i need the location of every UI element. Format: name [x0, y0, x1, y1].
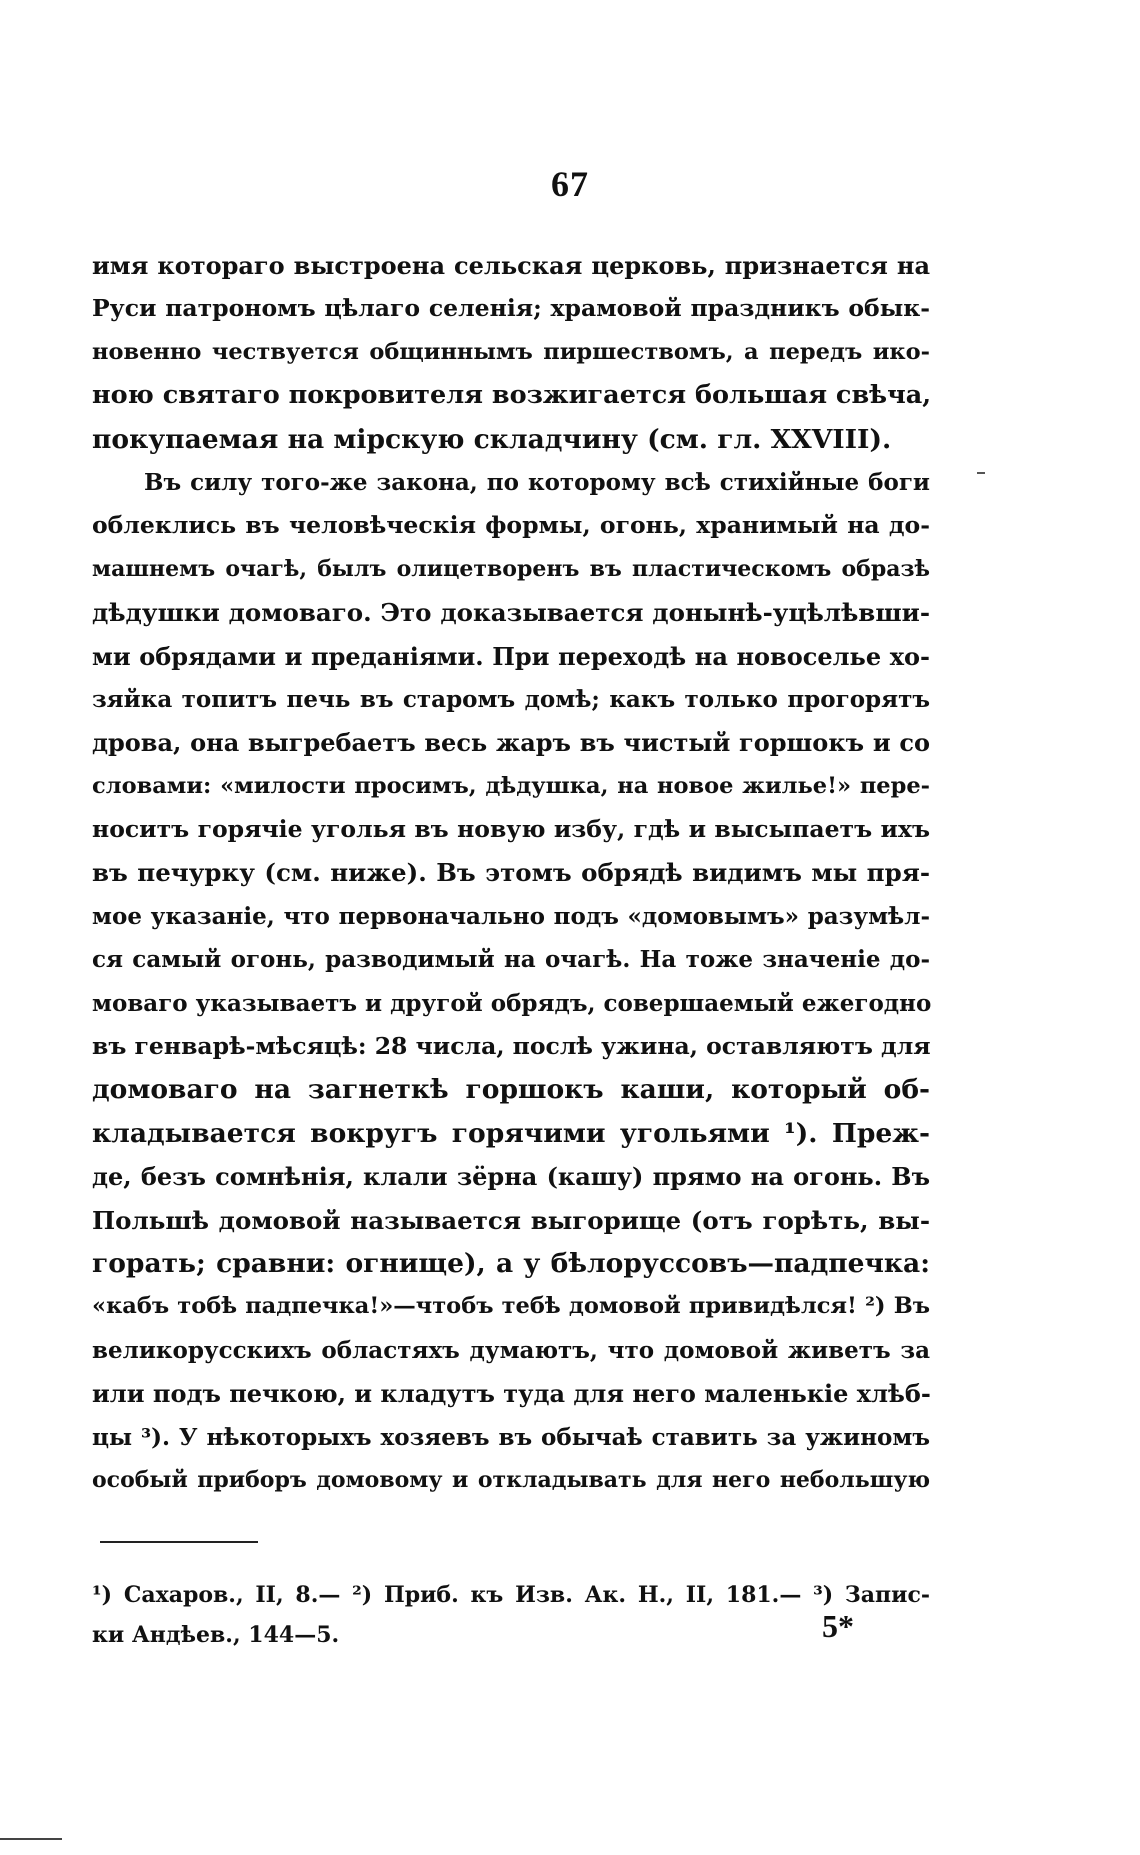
text-line: дѣдушки домоваго. Это доказывается донынѣ-уцѣлѣвши- — [92, 598, 930, 628]
margin-mark — [977, 472, 985, 474]
text-line: особый приборъ домовому и откладывать для него небольшую — [92, 1466, 930, 1493]
footnote-line: ¹) Сахаров., II, 8.— ²) Приб. къ Изв. Ак. Н., II, 181.— ³) Запис- — [92, 1582, 930, 1608]
text-line: ся самый огонь, разводимый на очагѣ. На тоже значеніе до- — [92, 946, 930, 974]
text-line: покупаемая на мірскую складчину (см. гл. XXVIII). — [92, 423, 892, 455]
text-line: де, безъ сомнѣнія, клали зёрна (кашу) прямо на огонь. Въ — [92, 1162, 930, 1192]
text-line: Въ силу того-же закона, по которому всѣ стихійные боги — [144, 468, 930, 496]
text-line: или подъ печкою, и кладутъ туда для него маленькіе хлѣб- — [92, 1379, 931, 1409]
text-line: моваго указываетъ и другой обрядъ, совершаемый ежегодно — [92, 989, 932, 1017]
text-line: облеклись въ человѣческія формы, огонь, хранимый на до- — [92, 511, 930, 540]
text-line: машнемъ очагѣ, былъ олицетворенъ въ пластическомъ образѣ — [92, 555, 930, 582]
text-line: зяйка топитъ печь въ старомъ домѣ; какъ только прогорятъ — [92, 685, 930, 713]
body-text — [92, 244, 930, 1502]
footnote-line: ки Андѣев., 144—5. — [92, 1622, 340, 1648]
text-line: кладывается вокругъ горячими угольями ¹). Преж- — [92, 1117, 930, 1149]
text-line: ною святаго покровителя возжигается большая свѣча, — [92, 380, 932, 411]
text-line: Польшѣ домовой называется выгорище (отъ горѣть, вы- — [92, 1205, 930, 1235]
text-line: Руси патрономъ цѣлаго селенія; храмовой праздникъ обык- — [92, 294, 930, 323]
text-line: домоваго на загнеткѣ горшокъ каши, который об- — [92, 1074, 930, 1106]
text-line: ми обрядами и преданіями. При переходѣ на новоселье хо- — [92, 641, 930, 671]
footnote-divider — [100, 1541, 258, 1543]
text-line: мое указаніе, что первоначально подъ «домовымъ» разумѣл- — [92, 902, 930, 930]
text-line: горать; сравни: огнище), а у бѣлоруссовъ—падпечка: — [92, 1247, 930, 1279]
text-line: имя котораго выстроена сельская церковь, признается на — [92, 251, 930, 280]
scan-edge-mark — [0, 1838, 62, 1840]
text-line: въ генварѣ-мѣсяцѣ: 28 числа, послѣ ужина, оставляютъ для — [92, 1032, 931, 1061]
signature-mark: 5* — [822, 1608, 854, 1644]
text-line: цы ³). У нѣкоторыхъ хозяевъ въ обычаѣ ставить за ужиномъ — [92, 1423, 930, 1451]
text-line: словами: «милости просимъ, дѣдушка, на новое жилье!» пере- — [92, 772, 930, 799]
text-line: «кабъ тобѣ падпечка!»—чтобъ тебѣ домовой привидѣлся! ²) Въ — [92, 1293, 930, 1320]
page-number: 67 — [551, 164, 589, 204]
text-line: въ печурку (см. ниже). Въ этомъ обрядѣ видимъ мы пря- — [92, 858, 930, 888]
text-line: носитъ горячіе уголья въ новую избу, гдѣ и высыпаетъ ихъ — [92, 815, 930, 844]
footnotes — [92, 1575, 930, 1655]
text-line: великорусскихъ областяхъ думаютъ, что домовой живетъ за — [92, 1336, 930, 1364]
text-line: дрова, она выгребаетъ весь жаръ въ чистый горшокъ и со — [92, 728, 930, 758]
text-line: новенно чествуется общиннымъ пиршествомъ, а передъ ико- — [92, 338, 930, 365]
